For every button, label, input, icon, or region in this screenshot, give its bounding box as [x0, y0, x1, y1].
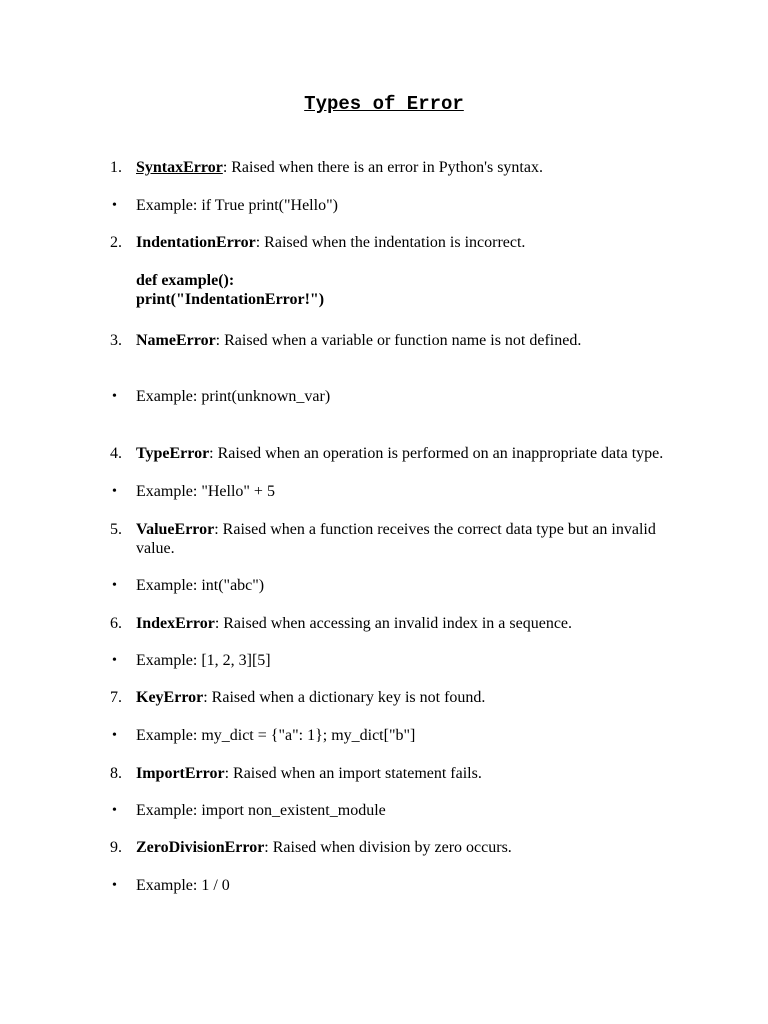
description-name-error: : Raised when a variable or function name is not defined. [215, 332, 582, 349]
term-import-error: ImportError [136, 765, 225, 782]
bullet-icon: • [112, 484, 117, 499]
example-text: Example: if True print("Hello") [136, 197, 338, 214]
description-syntax-error: : Raised when there is an error in Python's syntax. [222, 159, 543, 176]
bullet-icon: • [112, 653, 117, 668]
bullet-icon: • [112, 728, 117, 743]
example-text: Example: import non_existent_module [136, 802, 386, 819]
list-item-zero-division-error [110, 838, 700, 857]
list-number: 6. [110, 615, 122, 632]
term-index-error: IndexError [136, 615, 215, 632]
bullet-icon: • [112, 578, 117, 593]
example-text: Example: int("abc") [136, 577, 265, 594]
list-number: 8. [110, 765, 122, 782]
example-text: Example: print(unknown_var) [136, 388, 331, 405]
example-text: Example: [1, 2, 3][5] [136, 652, 271, 669]
example-syntax-error [110, 196, 700, 215]
description-value-error: : Raised when a function receives the correct data type but an invalid value. [136, 521, 656, 557]
list-item-index-error [110, 614, 700, 633]
code-line-2: print("IndentationError!") [136, 291, 325, 308]
bullet-icon: • [112, 803, 117, 818]
description-type-error: : Raised when an operation is performed on an inappropriate data type. [209, 445, 664, 462]
list-item-value-error [110, 520, 670, 558]
list-item-key-error [110, 688, 700, 707]
list-number: 2. [110, 234, 122, 251]
description-indentation-error: : Raised when the indentation is incorrect. [255, 234, 526, 251]
term-indentation-error: IndentationError [136, 234, 256, 251]
list-item-indentation-error [110, 233, 700, 252]
list-item-name-error [110, 331, 700, 350]
term-value-error: ValueError [136, 521, 215, 538]
example-text: Example: 1 / 0 [136, 877, 230, 894]
list-number: 1. [110, 159, 122, 176]
list-item-import-error [110, 764, 700, 783]
term-key-error: KeyError [136, 689, 204, 706]
list-item-syntax-error [110, 158, 700, 177]
example-text: Example: "Hello" + 5 [136, 483, 275, 500]
description-key-error: : Raised when a dictionary key is not found. [203, 689, 486, 706]
example-index-error [110, 651, 700, 670]
term-name-error: NameError [136, 332, 216, 349]
list-number: 5. [110, 521, 122, 538]
bullet-icon: • [112, 389, 117, 404]
term-type-error: TypeError [136, 445, 210, 462]
term-syntax-error: SyntaxError [136, 159, 223, 176]
bullet-icon: • [112, 198, 117, 213]
list-item-type-error [110, 444, 700, 463]
list-number: 3. [110, 332, 122, 349]
list-number: 9. [110, 839, 122, 856]
page-title: Types of Error [304, 93, 464, 115]
example-import-error [110, 801, 700, 820]
example-text: Example: my_dict = {"a": 1}; my_dict["b"] [136, 727, 416, 744]
list-number: 7. [110, 689, 122, 706]
example-value-error [110, 576, 700, 595]
description-import-error: : Raised when an import statement fails. [224, 765, 482, 782]
example-key-error [110, 726, 700, 745]
code-block [136, 271, 696, 309]
code-line-1: def example(): [136, 272, 235, 289]
description-index-error: : Raised when accessing an invalid index in a sequence. [214, 615, 573, 632]
description-zero-division-error: : Raised when division by zero occurs. [264, 839, 512, 856]
example-zero-division-error [110, 876, 700, 895]
example-name-error [110, 387, 700, 406]
bullet-icon: • [112, 878, 117, 893]
list-number: 4. [110, 445, 122, 462]
example-type-error [110, 482, 700, 501]
term-zero-division-error: ZeroDivisionError [136, 839, 265, 856]
